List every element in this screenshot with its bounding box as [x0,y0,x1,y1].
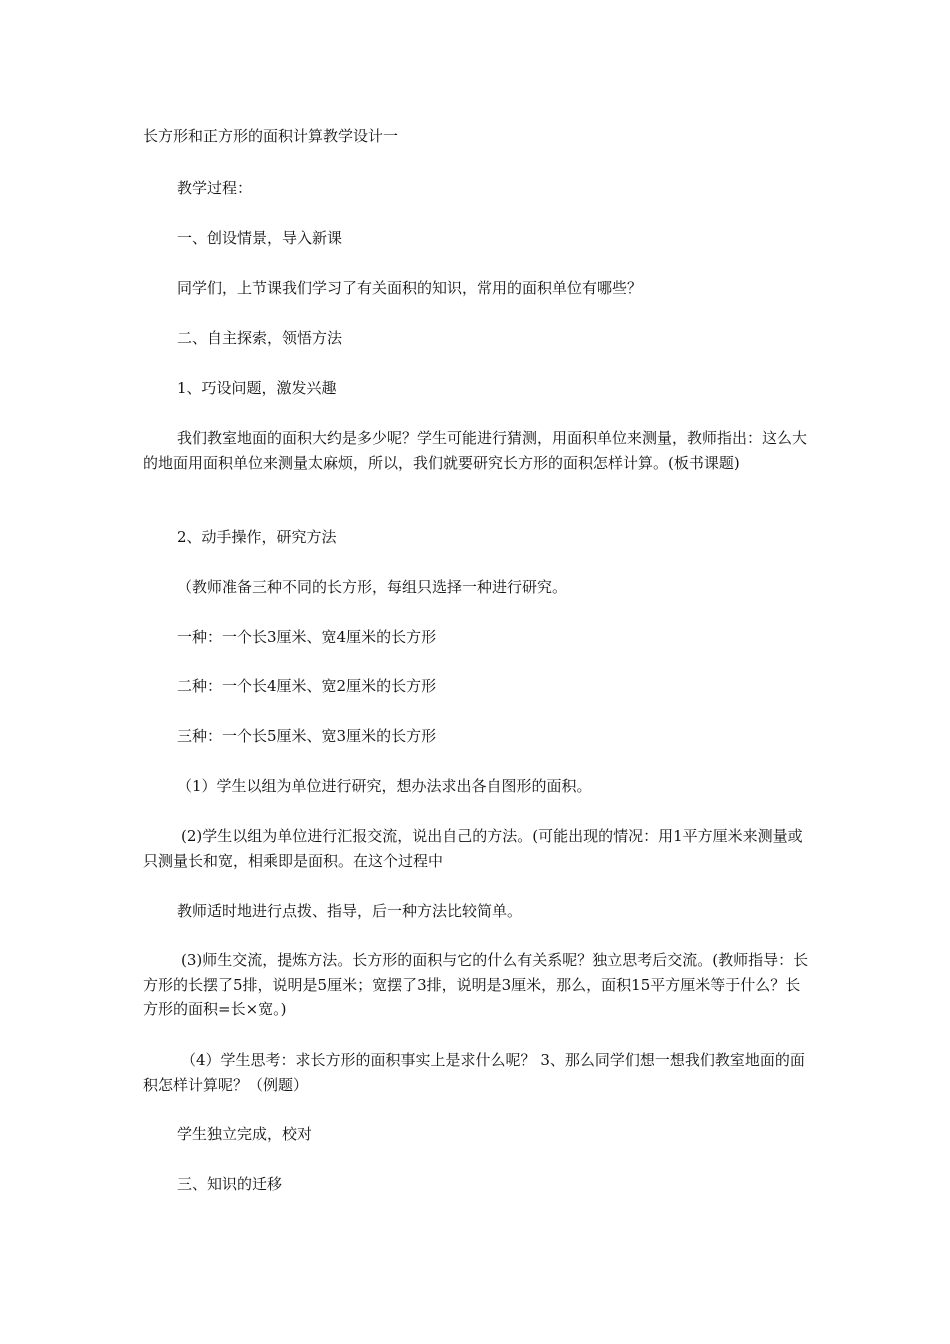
paragraph-question: 同学们，上节课我们学习了有关面积的知识，常用的面积单位有哪些？ [177,279,643,297]
paragraph-teacher-prepares: （教师准备三种不同的长方形，每组只选择一种进行研究。 [177,578,568,596]
paragraph-teacher-guidance: 教师适时地进行点拨、指导，后一种方法比较简单。 [177,902,523,920]
paragraph-item-4: （4）学生思考：求长方形的面积事实上是求什么呢？ 3、那么同学们想一想我们教室地面的面积怎样计算呢？（例题） [143,1051,805,1094]
paragraph-independent-work: 学生独立完成，校对 [177,1125,313,1143]
paragraph-classroom-area: 我们教室地面的面积大约是多少呢？学生可能进行猜测，用面积单位来测量，教师指出：这么大的地面用面积单位来测量太麻烦，所以，我们就要研究长方形的面积怎样计算。(板书课题) [143,429,808,472]
paragraph-type-three: 三种：一个长5厘米、宽3厘米的长方形 [177,727,437,745]
paragraph-teaching-process: 教学过程： [177,179,253,197]
paragraph-section-one: 一、创设情景，导入新课 [177,229,343,247]
paragraph-item-3: (3)师生交流，提炼方法。长方形的面积与它的什么有关系呢？独立思考后交流。(教师指导：长方形的长摆了5排，说明是5厘米；宽摆了3排，说明是3厘米，那么，面积15平方厘米等于什么？长方形的面积=长×宽。) [143,951,809,1018]
document-title: 长方形和正方形的面积计算教学设计一 [143,127,399,145]
paragraph-section-two: 二、自主探索，领悟方法 [177,329,343,347]
paragraph-item-1: （1）学生以组为单位进行研究，想办法求出各自图形的面积。 [177,777,592,795]
paragraph-step-1: 1、巧设问题，激发兴趣 [177,379,337,397]
paragraph-step-2: 2、动手操作，研究方法 [177,528,337,546]
paragraph-type-one: 一种：一个长3厘米、宽4厘米的长方形 [177,628,437,646]
paragraph-item-2: (2)学生以组为单位进行汇报交流，说出自己的方法。(可能出现的情况：用1平方厘米来测量或只测量长和宽，相乘即是面积。在这个过程中 [143,827,803,870]
paragraph-type-two: 二种：一个长4厘米、宽2厘米的长方形 [177,677,437,695]
paragraph-section-three: 三、知识的迁移 [177,1175,283,1193]
